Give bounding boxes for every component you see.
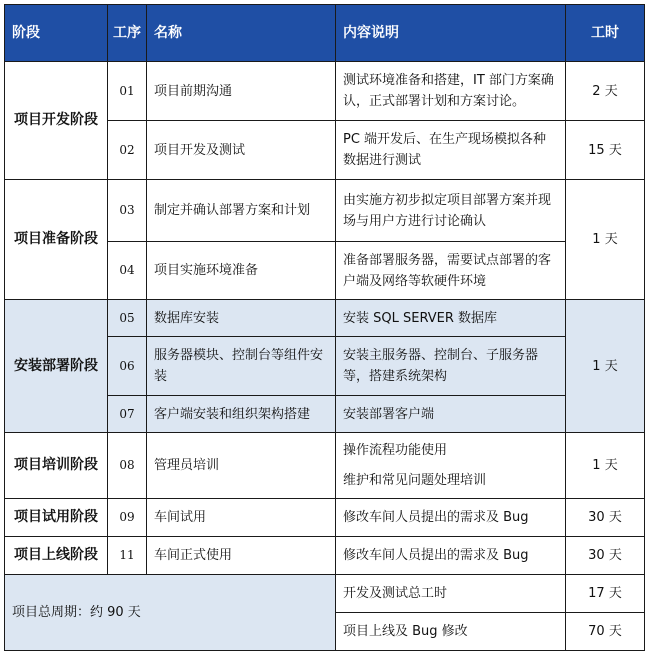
desc-cell: 修改车间人员提出的需求及 Bug — [336, 499, 566, 537]
seq-cell: 04 — [108, 242, 147, 300]
name-cell: 制定并确认部署方案和计划 — [147, 180, 336, 242]
name-cell: 服务器模块、控制台等组件安装 — [147, 337, 336, 396]
stage-cell: 项目开发阶段 — [5, 62, 108, 180]
summary-row — [5, 575, 645, 613]
seq-cell: 05 — [108, 300, 147, 337]
table-row — [5, 300, 645, 337]
name-cell: 车间试用 — [147, 499, 336, 537]
desc-cell: 测试环境准备和搭建，IT 部门方案确认，正式部署计划和方案讨论。 — [336, 62, 566, 121]
seq-cell: 11 — [108, 537, 147, 575]
stage-cell: 项目准备阶段 — [5, 180, 108, 300]
name-cell: 数据库安装 — [147, 300, 336, 337]
seq-cell: 01 — [108, 62, 147, 121]
name-cell: 管理员培训 — [147, 433, 336, 499]
name-cell: 客户端安装和组织架构搭建 — [147, 396, 336, 433]
desc-cell — [336, 433, 566, 499]
seq-cell: 09 — [108, 499, 147, 537]
summary-hours: 17 天 — [566, 575, 645, 613]
total-cycle-cell: 项目总周期：约 90 天 — [5, 575, 336, 651]
stage-cell: 项目培训阶段 — [5, 433, 108, 499]
header-row — [5, 5, 645, 62]
desc-cell: 安装部署客户端 — [336, 396, 566, 433]
name-cell: 项目前期沟通 — [147, 62, 336, 121]
hours-cell: 30 天 — [566, 537, 645, 575]
hours-cell: 1 天 — [566, 433, 645, 499]
project-schedule-table — [4, 4, 645, 651]
name-cell: 车间正式使用 — [147, 537, 336, 575]
summary-label: 项目上线及 Bug 修改 — [336, 613, 566, 651]
seq-cell: 06 — [108, 337, 147, 396]
stage-cell: 项目试用阶段 — [5, 499, 108, 537]
header-seq: 工序 — [108, 5, 147, 62]
header-stage: 阶段 — [5, 5, 108, 62]
summary-label: 开发及测试总工时 — [336, 575, 566, 613]
header-hours: 工时 — [566, 5, 645, 62]
seq-cell: 03 — [108, 180, 147, 242]
summary-hours: 70 天 — [566, 613, 645, 651]
name-cell: 项目实施环境准备 — [147, 242, 336, 300]
desc-cell: 由实施方初步拟定项目部署方案并现场与用户方进行讨论确认 — [336, 180, 566, 242]
table-row — [5, 537, 645, 575]
desc-cell: 安装主服务器、控制台、子服务器等，搭建系统架构 — [336, 337, 566, 396]
seq-cell: 02 — [108, 121, 147, 180]
name-cell: 项目开发及测试 — [147, 121, 336, 180]
desc-cell: 修改车间人员提出的需求及 Bug — [336, 537, 566, 575]
hours-cell: 15 天 — [566, 121, 645, 180]
desc-line: 操作流程功能使用 — [343, 443, 448, 458]
table-row — [5, 180, 645, 242]
table-row — [5, 62, 645, 121]
desc-cell: 准备部署服务器，需要试点部署的客户端及网络等软硬件环境 — [336, 242, 566, 300]
seq-cell: 07 — [108, 396, 147, 433]
desc-cell: PC 端开发后、在生产现场模拟各种数据进行测试 — [336, 121, 566, 180]
header-desc: 内容说明 — [336, 5, 566, 62]
hours-cell: 30 天 — [566, 499, 645, 537]
desc-line: 维护和常见问题处理培训 — [343, 473, 487, 488]
table-row — [5, 433, 645, 499]
stage-cell: 安装部署阶段 — [5, 300, 108, 433]
header-name: 名称 — [147, 5, 336, 62]
seq-cell: 08 — [108, 433, 147, 499]
hours-cell: 2 天 — [566, 62, 645, 121]
hours-cell: 1 天 — [566, 180, 645, 300]
hours-cell: 1 天 — [566, 300, 645, 433]
desc-cell: 安装 SQL SERVER 数据库 — [336, 300, 566, 337]
stage-cell: 项目上线阶段 — [5, 537, 108, 575]
table-row — [5, 499, 645, 537]
